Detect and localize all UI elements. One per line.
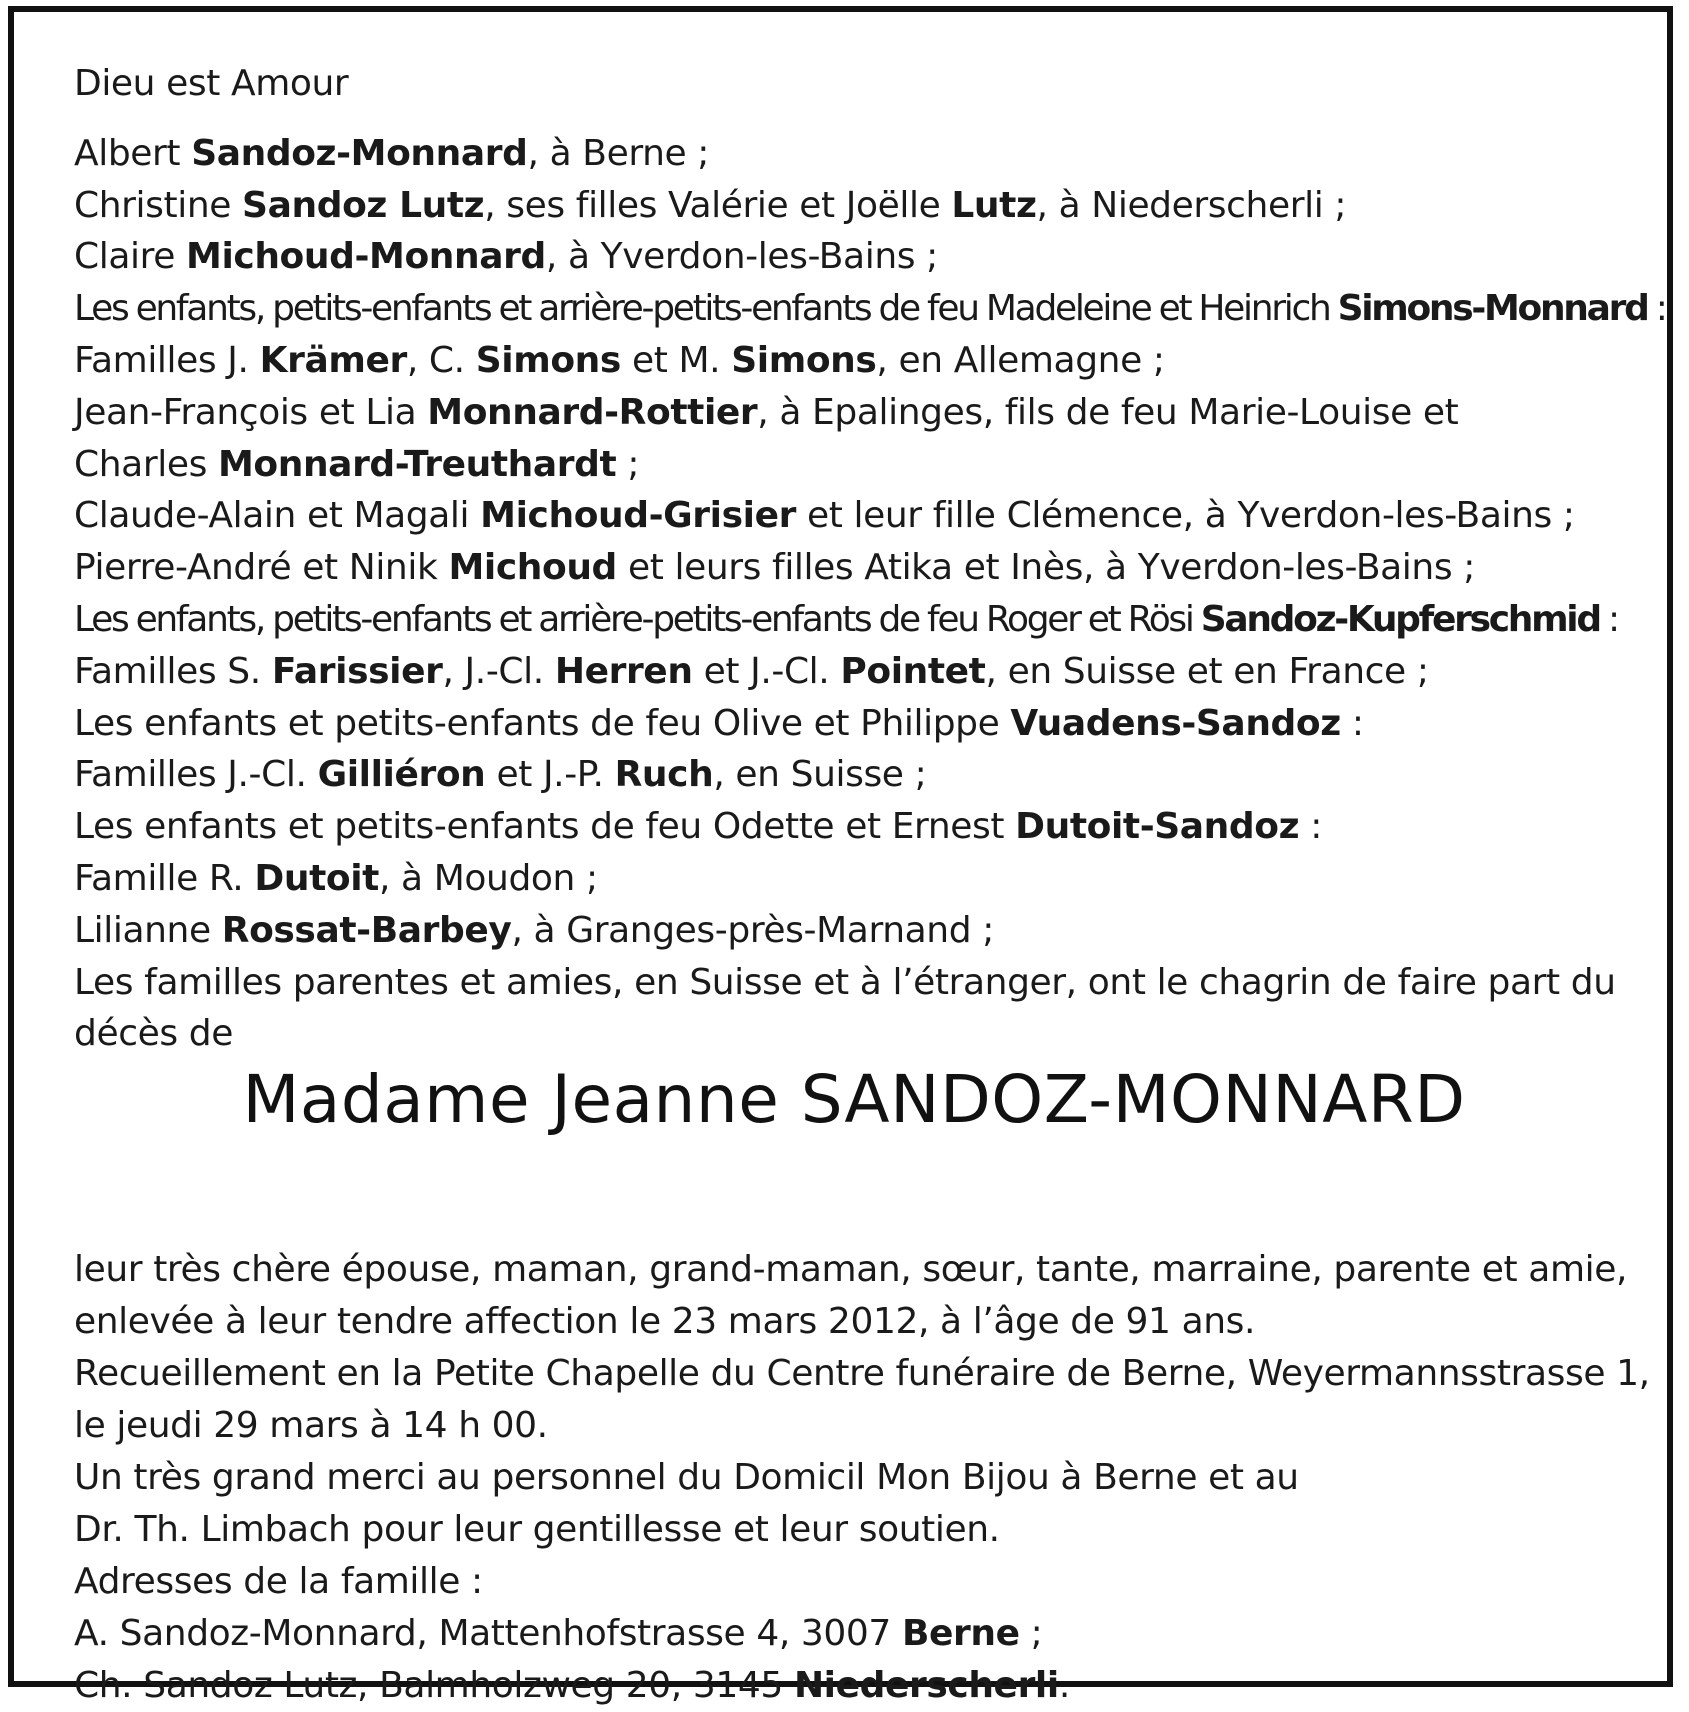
line-text: et J.-Cl. [692, 650, 841, 692]
family-name: Simons [731, 339, 877, 381]
line-text: Les enfants, petits-enfants et arrière-petits-enfants de feu Roger et Rösi [74, 598, 1201, 640]
line-text: , à Berne ; [527, 132, 710, 174]
family-name: Sandoz-Kupferschmid [1200, 598, 1600, 640]
line-text: : [1340, 702, 1364, 744]
line-text: le jeudi 29 mars à 14 h 00. [74, 1405, 548, 1446]
line-text: , à Yverdon-les-Bains ; [545, 236, 938, 278]
line-text: Claude-Alain et Magali [74, 495, 481, 537]
obituary-notice [74, 58, 1666, 1706]
line-text: Adresses de la famille : [74, 1561, 483, 1602]
line-text: , à Moudon ; [378, 857, 598, 899]
family-name: Vuadens-Sandoz [1010, 702, 1341, 744]
family-line [74, 490, 1634, 542]
family-line [74, 335, 1634, 387]
line-text: Familles J. [74, 339, 260, 381]
family-name: Gilliéron [317, 754, 486, 796]
family-line [74, 180, 1634, 232]
notice-border [8, 6, 1673, 1706]
family-line [74, 801, 1634, 853]
line-text: et J.-P. [485, 754, 615, 796]
line-text: . [1058, 1665, 1070, 1706]
line-text: Christine [74, 184, 243, 226]
line-text: et M. [620, 339, 732, 381]
family-name: Niederscherli [793, 1665, 1059, 1706]
family-line [74, 698, 1634, 750]
family-name: Krämer [259, 339, 407, 381]
line-text: : [1599, 598, 1618, 640]
family-line [74, 283, 1666, 335]
line-text: Claire [74, 236, 187, 278]
family-name: Dutoit-Sandoz [1015, 806, 1300, 848]
family-name: Sandoz-Monnard [191, 132, 528, 174]
line-text: Dr. Th. Limbach pour leur gentillesse et leur soutien. [74, 1509, 1000, 1550]
closing-line [74, 1400, 1650, 1452]
line-text: , en Suisse et en France ; [985, 650, 1429, 692]
closing-line [74, 1348, 1650, 1400]
line-text: Les enfants et petits-enfants de feu Olive et Philippe [74, 702, 1011, 744]
family-name: Berne [901, 1613, 1020, 1654]
family-line [74, 1008, 1634, 1060]
family-line [74, 853, 1634, 905]
line-text: Les enfants, petits-enfants et arrière-petits-enfants de feu Madeleine et Heinrich [74, 288, 1338, 330]
line-text: , à Epalinges, fils de feu Marie-Louise et [757, 391, 1459, 433]
line-text: : [1647, 288, 1666, 330]
closing-line [74, 1504, 1650, 1556]
deceased-name: Madame Jeanne SANDOZ-MONNARD [242, 1061, 1466, 1138]
closing-line [74, 1556, 1650, 1608]
family-name: Farissier [271, 650, 443, 692]
line-text: Ch. Sandoz Lutz, Balmholzweg 20, 3145 [74, 1665, 794, 1706]
line-text: Charles [74, 443, 218, 485]
line-text: Recueillement en la Petite Chapelle du Centre funéraire de Berne, Weyermannsstrasse 1, [74, 1353, 1650, 1394]
family-name: Herren [554, 650, 693, 692]
family-name: Rossat-Barbey [221, 909, 512, 951]
line-text: , J.-Cl. [442, 650, 555, 692]
family-line [74, 905, 1634, 957]
family-line [74, 646, 1634, 698]
family-name: Monnard-Rottier [427, 391, 758, 433]
family-name: Lutz [951, 184, 1037, 226]
family-line [74, 957, 1634, 1009]
family-name: Dutoit [254, 857, 379, 899]
line-text: A. Sandoz-Monnard, Mattenhofstrasse 4, 3007 [74, 1613, 902, 1654]
family-name: Michoud-Monnard [186, 236, 546, 278]
closing-line [74, 1660, 1650, 1712]
family-name: Monnard-Treuthardt [217, 443, 617, 485]
line-text: et leur fille Clémence, à Yverdon-les-Bains ; [795, 495, 1575, 537]
family-name: Michoud-Grisier [480, 495, 796, 537]
line-text: Lilianne [74, 909, 222, 951]
family-line [74, 542, 1634, 594]
line-text: Les enfants et petits-enfants de feu Odette et Ernest [74, 806, 1016, 848]
notice-header: Dieu est Amour [74, 63, 349, 104]
line-text: Les familles parentes et amies, en Suisse et à l’étranger, ont le chagrin de faire part du [74, 961, 1616, 1003]
family-name: Michoud [448, 547, 617, 589]
family-line [74, 387, 1634, 439]
family-line [74, 749, 1634, 801]
line-text: et leurs filles Atika et Inès, à Yverdon-les-Bains ; [616, 547, 1475, 589]
family-name: Simons-Monnard [1337, 288, 1648, 330]
line-text: : [1299, 806, 1322, 848]
line-text: Albert [74, 132, 192, 174]
line-text: ; [1019, 1613, 1043, 1654]
family-line [74, 439, 1634, 491]
family-list [74, 128, 1666, 1060]
line-text: ; [616, 443, 640, 485]
line-text: Pierre-André et Ninik [74, 547, 449, 589]
closing-line [74, 1296, 1650, 1348]
family-name: Sandoz Lutz [242, 184, 485, 226]
line-text: Jean-François et Lia [74, 391, 428, 433]
line-text: , en Suisse ; [713, 754, 927, 796]
line-text: , à Niederscherli ; [1036, 184, 1347, 226]
line-text: , ses filles Valérie et Joëlle [484, 184, 952, 226]
line-text: Famille R. [74, 857, 255, 899]
family-name: Simons [475, 339, 621, 381]
line-text: Familles S. [74, 650, 272, 692]
line-text: , C. [406, 339, 476, 381]
line-text: Familles J.-Cl. [74, 754, 318, 796]
closing-line [74, 1608, 1650, 1660]
family-line [74, 231, 1634, 283]
family-name: Pointet [840, 650, 986, 692]
line-text: enlevée à leur tendre affection le 23 mars 2012, à l’âge de 91 ans. [74, 1301, 1256, 1342]
family-line [74, 128, 1634, 180]
closing-line [74, 1244, 1650, 1296]
family-name: Ruch [614, 754, 714, 796]
line-text: , à Granges-près-Marnand ; [511, 909, 994, 951]
line-text: leur très chère épouse, maman, grand-maman, sœur, tante, marraine, parente et amie, [74, 1249, 1628, 1290]
line-text: décès de [74, 1013, 233, 1055]
line-text: Un très grand merci au personnel du Domicil Mon Bijou à Berne et au [74, 1457, 1299, 1498]
line-text: , en Allemagne ; [876, 339, 1165, 381]
family-line [74, 594, 1634, 646]
notice-closing [74, 1244, 1650, 1712]
closing-line [74, 1452, 1650, 1504]
